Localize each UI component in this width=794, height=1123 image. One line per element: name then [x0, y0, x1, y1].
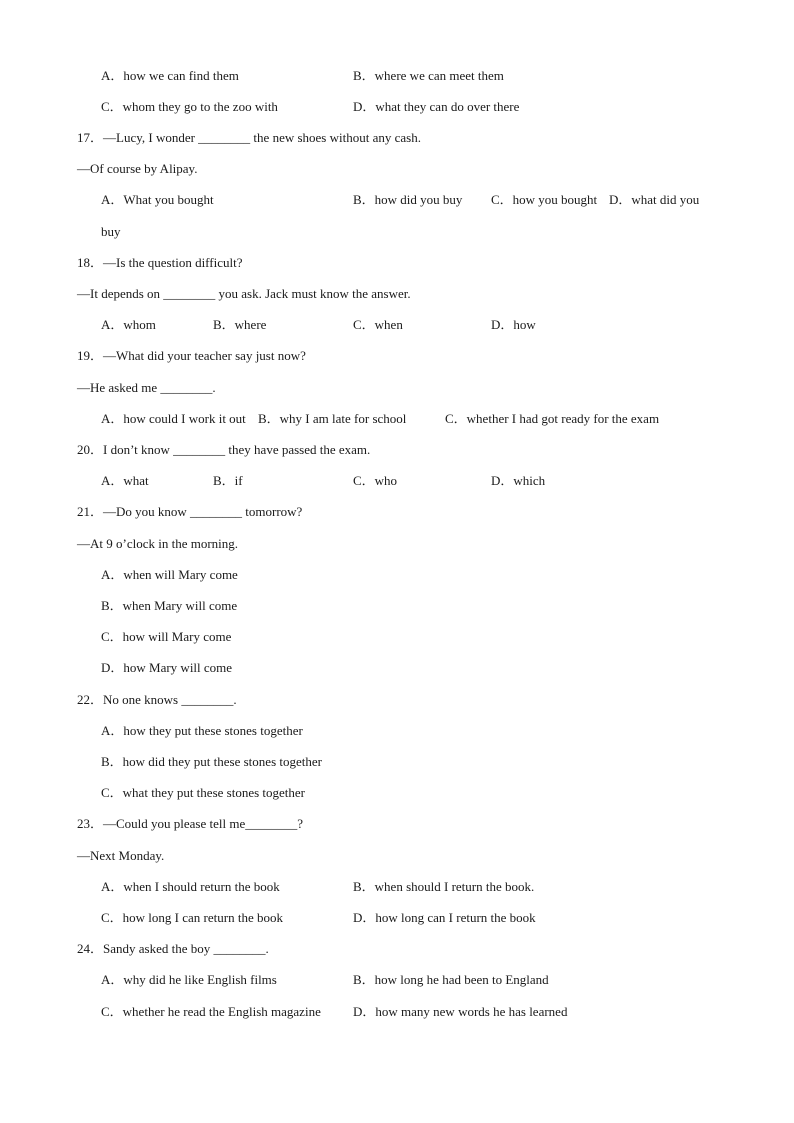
q19-option-b: B．why I am late for school	[258, 411, 407, 426]
q23-option-a: A．when I should return the book	[101, 879, 280, 894]
q17-option-d-continued: buy	[101, 224, 121, 239]
q24-stem: 24．Sandy asked the boy ________.	[77, 941, 269, 956]
q18-option-c: C．when	[353, 317, 403, 332]
q24-option-a: A．why did he like English films	[101, 972, 277, 987]
q22-option-a: A．how they put these stones together	[101, 723, 303, 738]
q17-option-d: D．what did you	[609, 192, 700, 207]
q20-option-b: B．if	[213, 473, 243, 488]
q21-option-d: D．how Mary will come	[101, 660, 233, 675]
q24-option-b: B．how long he had been to England	[353, 972, 549, 987]
q22-option-c: C．what they put these stones together	[101, 785, 305, 800]
q23-stem: 23．—Could you please tell me________?	[77, 816, 304, 831]
q23-reply: —Next Monday.	[77, 848, 165, 863]
q17-reply: —Of course by Alipay.	[77, 161, 198, 176]
q24-option-c: C．whether he read the English magazine	[101, 1004, 321, 1019]
q18-reply: —It depends on ________ you ask. Jack must know the answer.	[77, 286, 411, 301]
q21-option-a: A．when will Mary come	[101, 567, 238, 582]
q21-option-b: B．when Mary will come	[101, 598, 238, 613]
q17-stem: 17．—Lucy, I wonder ________ the new shoes without any cash.	[77, 130, 421, 145]
q19-option-a: A．how could I work it out	[101, 411, 246, 426]
q22-option-b: B．how did they put these stones together	[101, 754, 322, 769]
q19-option-c: C．whether I had got ready for the exam	[445, 411, 660, 426]
q20-option-a: A．what	[101, 473, 149, 488]
q17-option-b: B．how did you buy	[353, 192, 463, 207]
q19-reply: —He asked me ________.	[77, 380, 216, 395]
q21-option-c: C．how will Mary come	[101, 629, 232, 644]
q21-stem: 21．—Do you know ________ tomorrow?	[77, 504, 303, 519]
q20-option-d: D．which	[491, 473, 546, 488]
q16-option-c: C．whom they go to the zoo with	[101, 99, 278, 114]
q18-option-a: A．whom	[101, 317, 156, 332]
q18-stem: 18．—Is the question difficult?	[77, 255, 243, 270]
q24-option-d: D．how many new words he has learned	[353, 1004, 568, 1019]
q16-option-d: D．what they can do over there	[353, 99, 520, 114]
q16-option-a: A．how we can find them	[101, 68, 239, 83]
q17-option-a: A．What you bought	[101, 192, 214, 207]
q21-reply: —At 9 o’clock in the morning.	[77, 536, 239, 551]
q18-option-d: D．how	[491, 317, 536, 332]
q19-stem: 19．—What did your teacher say just now?	[77, 348, 306, 363]
q20-stem: 20．I don’t know ________ they have passed the exam.	[77, 442, 371, 457]
q18-option-b: B．where	[213, 317, 267, 332]
q20-option-c: C．who	[353, 473, 398, 488]
q23-option-c: C．how long I can return the book	[101, 910, 283, 925]
q23-option-d: D．how long can I return the book	[353, 910, 536, 925]
q16-option-b: B．where we can meet them	[353, 68, 504, 83]
q23-option-b: B．when should I return the book.	[353, 879, 535, 894]
q22-stem: 22．No one knows ________.	[77, 692, 237, 707]
q17-option-c: C．how you bought	[491, 192, 598, 207]
